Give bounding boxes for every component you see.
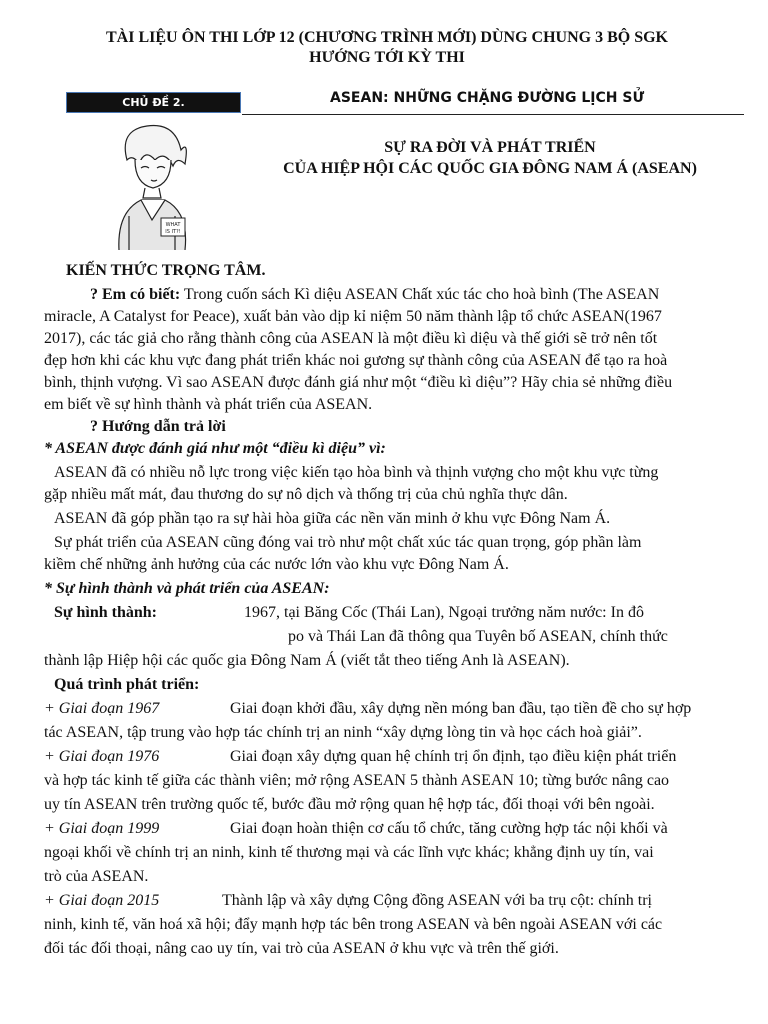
did-you-know-line [90,284,659,306]
stage-label: + Giai đoạn 1976 [44,748,160,765]
stage-text: đối tác đối thoại, nâng cao uy tín, vai trò của ASEAN ở khu vực và trên thế giới. [44,940,559,957]
section-title-line-2: CỦA HIỆP HỘI CÁC QUỐC GIA ĐÔNG NAM Á (ASEAN) [283,160,697,177]
miracle-text: kiềm chế những ảnh hưởng của các nước lớn vào khu vực Đông Nam Á. [44,556,509,573]
key-knowledge-heading: KIẾN THỨC TRỌNG TÂM. [66,262,266,279]
answer-guide-label: ? Hướng dẫn trả lời [90,418,226,435]
document-header-line-2: HƯỚNG TỚI KỲ THI [309,49,465,66]
document-header-line-1: TÀI LIỆU ÔN THI LỚP 12 (CHƯƠNG TRÌNH MỚI) DÙNG CHUNG 3 BỘ SGK [106,29,668,46]
section-title-line-1: SỰ RA ĐỜI VÀ PHÁT TRIỂN [384,139,596,156]
miracle-heading: * ASEAN được đánh giá như một “điều kì diệu” vì: [44,440,386,457]
stage-text: Thành lập và xây dựng Cộng đồng ASEAN với ba trụ cột: chính trị [222,892,652,909]
stage-text: trò của ASEAN. [44,868,149,885]
stage-text: Giai đoạn hoàn thiện cơ cấu tổ chức, tăng cường hợp tác nội khối và [230,820,668,837]
miracle-text: Sự phát triển của ASEAN cũng đóng vai trò như một chất xúc tác quan trọng, góp phần làm [54,534,642,551]
did-you-know-label: ? Em có biết: [90,286,181,303]
stage-text: uy tín ASEAN trên trường quốc tế, bước đầu mở rộng quan hệ hợp tác, đối thoại với bên ngoài. [44,796,655,813]
topic-badge-label: CHỦ ĐỀ 2. [122,96,185,109]
miracle-text: ASEAN đã có nhiều nỗ lực trong việc kiến tạo hòa bình và thịnh vượng cho một khu vực từng [54,464,659,481]
miracle-text: gặp nhiều mất mát, đau thương do sự nô dịch và thống trị của chủ nghĩa thực dân. [44,486,568,503]
character-sign-text-1: WHAT [165,222,181,228]
formation-text: 1967, tại Băng Cốc (Thái Lan), Ngoại trưởng năm nước: In đô [244,604,644,621]
did-you-know-text: em biết về sự hình thành và phát triển của ASEAN. [44,396,373,413]
stage-label: + Giai đoạn 1967 [44,700,160,717]
did-you-know-text: đẹp hơn khi các khu vực đang phát triển khác noi gương sự thành công của ASEAN để tạo ra hoà [44,352,668,369]
stage-text: ngoại khối về chính trị an ninh, kinh tế thương mại và các lĩnh vực khác; khẳng định uy tín, vai [44,844,654,861]
miracle-text: ASEAN đã góp phần tạo ra sự hài hòa giữa các nền văn minh ở khu vực Đông Nam Á. [54,510,611,527]
topic-badge [66,92,241,113]
stage-label: + Giai đoạn 1999 [44,820,160,837]
did-you-know-text: bình, thịnh vượng. Vì sao ASEAN được đánh giá như một “điều kì diệu”? Hãy chia sẻ những điều [44,374,673,391]
character-sign-text-2: IS IT?! [165,229,181,235]
stage-text: và hợp tác kinh tế giữa các thành viên; mở rộng ASEAN 5 thành ASEAN 10; từng bước nâng cao [44,772,670,789]
formation-text: thành lập Hiệp hội các quốc gia Đông Nam Á (viết tắt theo tiếng Anh là ASEAN). [44,652,570,669]
did-you-know-text: 2017), các tác giả cho rằng thành công của ASEAN là một điều kì diệu và thế giới sẽ trở nên tốt [44,330,658,347]
stage-text: Giai đoạn xây dựng quan hệ chính trị ổn định, tạo điều kiện phát triển [230,748,677,765]
stage-text: tác ASEAN, tập trung vào hợp tác chính trị an ninh “xây dựng lòng tin và học cách hoà giải”. [44,724,642,741]
stage-text: Giai đoạn khởi đầu, xây dựng nền móng ban đầu, tạo tiền đề cho sự hợp [230,700,692,717]
did-you-know-text: Trong cuốn sách Kì diệu ASEAN Chất xúc tác cho hoà bình (The ASEAN [180,286,660,303]
topic-title: ASEAN: NHỮNG CHẶNG ĐƯỜNG LỊCH SỬ [330,90,645,106]
formation-heading: * Sự hình thành và phát triển của ASEAN: [44,580,330,597]
topic-divider [242,114,744,115]
stage-text: ninh, kinh tế, văn hoá xã hội; đẩy mạnh hợp tác bên trong ASEAN và bên ngoài ASEAN với các [44,916,663,933]
development-process-label: Quá trình phát triển: [54,676,200,693]
formation-label: Sự hình thành: [54,604,157,621]
formation-text: po và Thái Lan đã thông qua Tuyên bố ASEAN, chính thức [288,628,668,645]
did-you-know-text: miracle, A Catalyst for Peace), xuất bản vào dịp kỉ niệm 50 năm thành lập tổ chức ASEAN(1967 [44,308,662,325]
stage-label: + Giai đoạn 2015 [44,892,160,909]
anime-character-illustration [105,120,200,250]
